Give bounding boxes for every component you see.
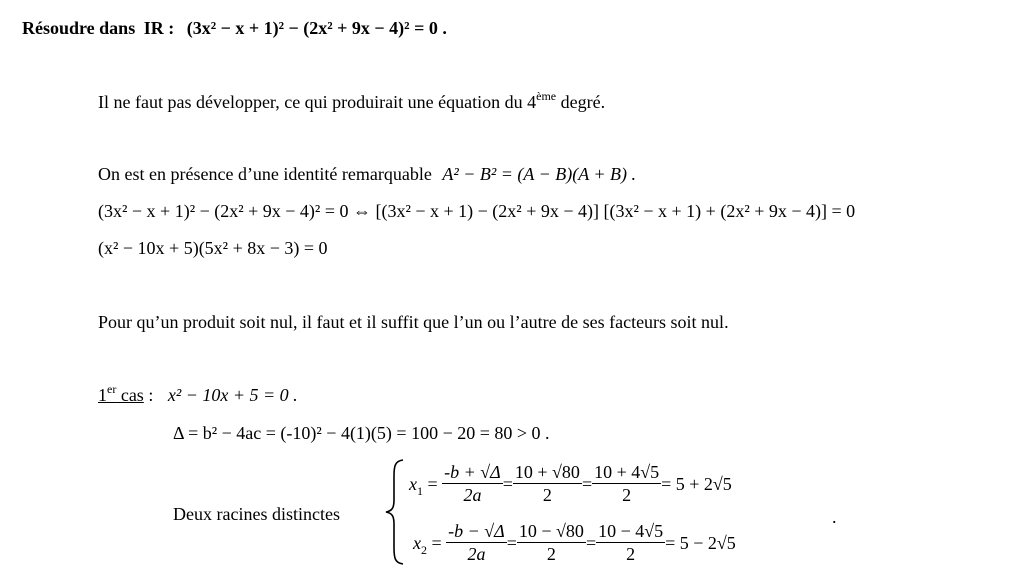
root-2-fraction-numeric: $\frac{10 - √80}{2}$ (518, 521, 584, 565)
root-2-line: $x_2$ = $\frac{-b - √\Delta}{2a}$ = $\frac{10 - √80}{2}$ = $\frac{10 - 4√5}{2}$ = 5 − 2√5 (413, 521, 736, 565)
root-2-result: 5 − 2√5 (679, 533, 736, 553)
problem-heading (22, 17, 447, 39)
paragraph-1-end: degré. (556, 92, 606, 112)
root-1-variable: $x_1$ (409, 474, 423, 498)
heading-equation: (3x² − x + 1)² − (2x² + 9x − 4)² = 0 . (186, 18, 447, 38)
trailing-period (832, 506, 837, 528)
factored-equation (98, 237, 328, 259)
roots-label-text: Deux racines distinctes (173, 504, 340, 524)
paragraph-1-superscript: ème (536, 89, 557, 103)
left-brace-icon (383, 458, 407, 566)
root-1-fraction-simplified: $\frac{10 + 4√5}{2}$ (594, 462, 660, 506)
case-1-number: 1 (98, 385, 107, 405)
delta-computation: Δ = b² − 4ac = (-10)² − 4(1)(5) = 100 − 20 = 80 > 0 . (173, 423, 550, 443)
trailing-period-text: . (832, 507, 837, 527)
paragraph-3-text: Pour qu’un produit soit nul, il faut et il suffit que l’un ou l’autre de ses facteurs soit nul. (98, 312, 729, 332)
case-1-superscript: er (107, 382, 117, 396)
root-1-fraction-formula: $\frac{-b + √\Delta}{2a}$ (444, 462, 501, 506)
heading-colon: : (168, 18, 175, 38)
root-1-result: 5 + 2√5 (675, 474, 732, 494)
case-1-word: cas (116, 385, 144, 405)
paragraph-2-text: On est en présence d’une identité remarquable (98, 164, 432, 184)
case-1-label (98, 382, 144, 405)
case-1-line (98, 384, 298, 408)
roots-label (173, 503, 340, 525)
root-1-fraction-numeric: $\frac{10 + √80}{2}$ (514, 462, 580, 506)
factorization-line (98, 200, 855, 222)
delta-line (173, 422, 550, 444)
factored-equation-text: (x² − 10x + 5)(5x² + 8x − 3) = 0 (98, 238, 328, 258)
case-1-colon: : (143, 385, 154, 405)
paragraph-identity (98, 163, 636, 185)
paragraph-null-product (98, 311, 729, 333)
root-2-variable: $x_2$ (413, 533, 427, 557)
factorization-text: (3x² − x + 1)² − (2x² + 9x − 4)² = 0 ⇔ [(3x² − x + 1) − (2x² + 9x − 4)] [(3x² − x + 1) + (2x² + 9x − 4)] = 0 (98, 201, 856, 221)
root-1-line: $x_1$ = $\frac{-b + √\Delta}{2a}$ = $\frac{10 + √80}{2}$ = $\frac{10 + 4√5}{2}$ = 5 + 2√5 (409, 462, 732, 506)
case-1-equation: x² − 10x + 5 = 0 . (167, 385, 298, 405)
root-2-fraction-simplified: $\frac{10 - 4√5}{2}$ (598, 521, 664, 565)
paragraph-1-text: Il ne faut pas développer, ce qui produirait une équation du 4 (98, 92, 537, 112)
root-2-fraction-formula: $\frac{-b - √\Delta}{2a}$ (448, 521, 505, 565)
identity-formula: A² − B² = (A − B)(A + B) . (442, 164, 637, 184)
real-numbers-symbol: IR (143, 18, 164, 38)
paragraph-no-expand (98, 91, 605, 115)
heading-prefix: Résoudre dans (22, 18, 136, 38)
